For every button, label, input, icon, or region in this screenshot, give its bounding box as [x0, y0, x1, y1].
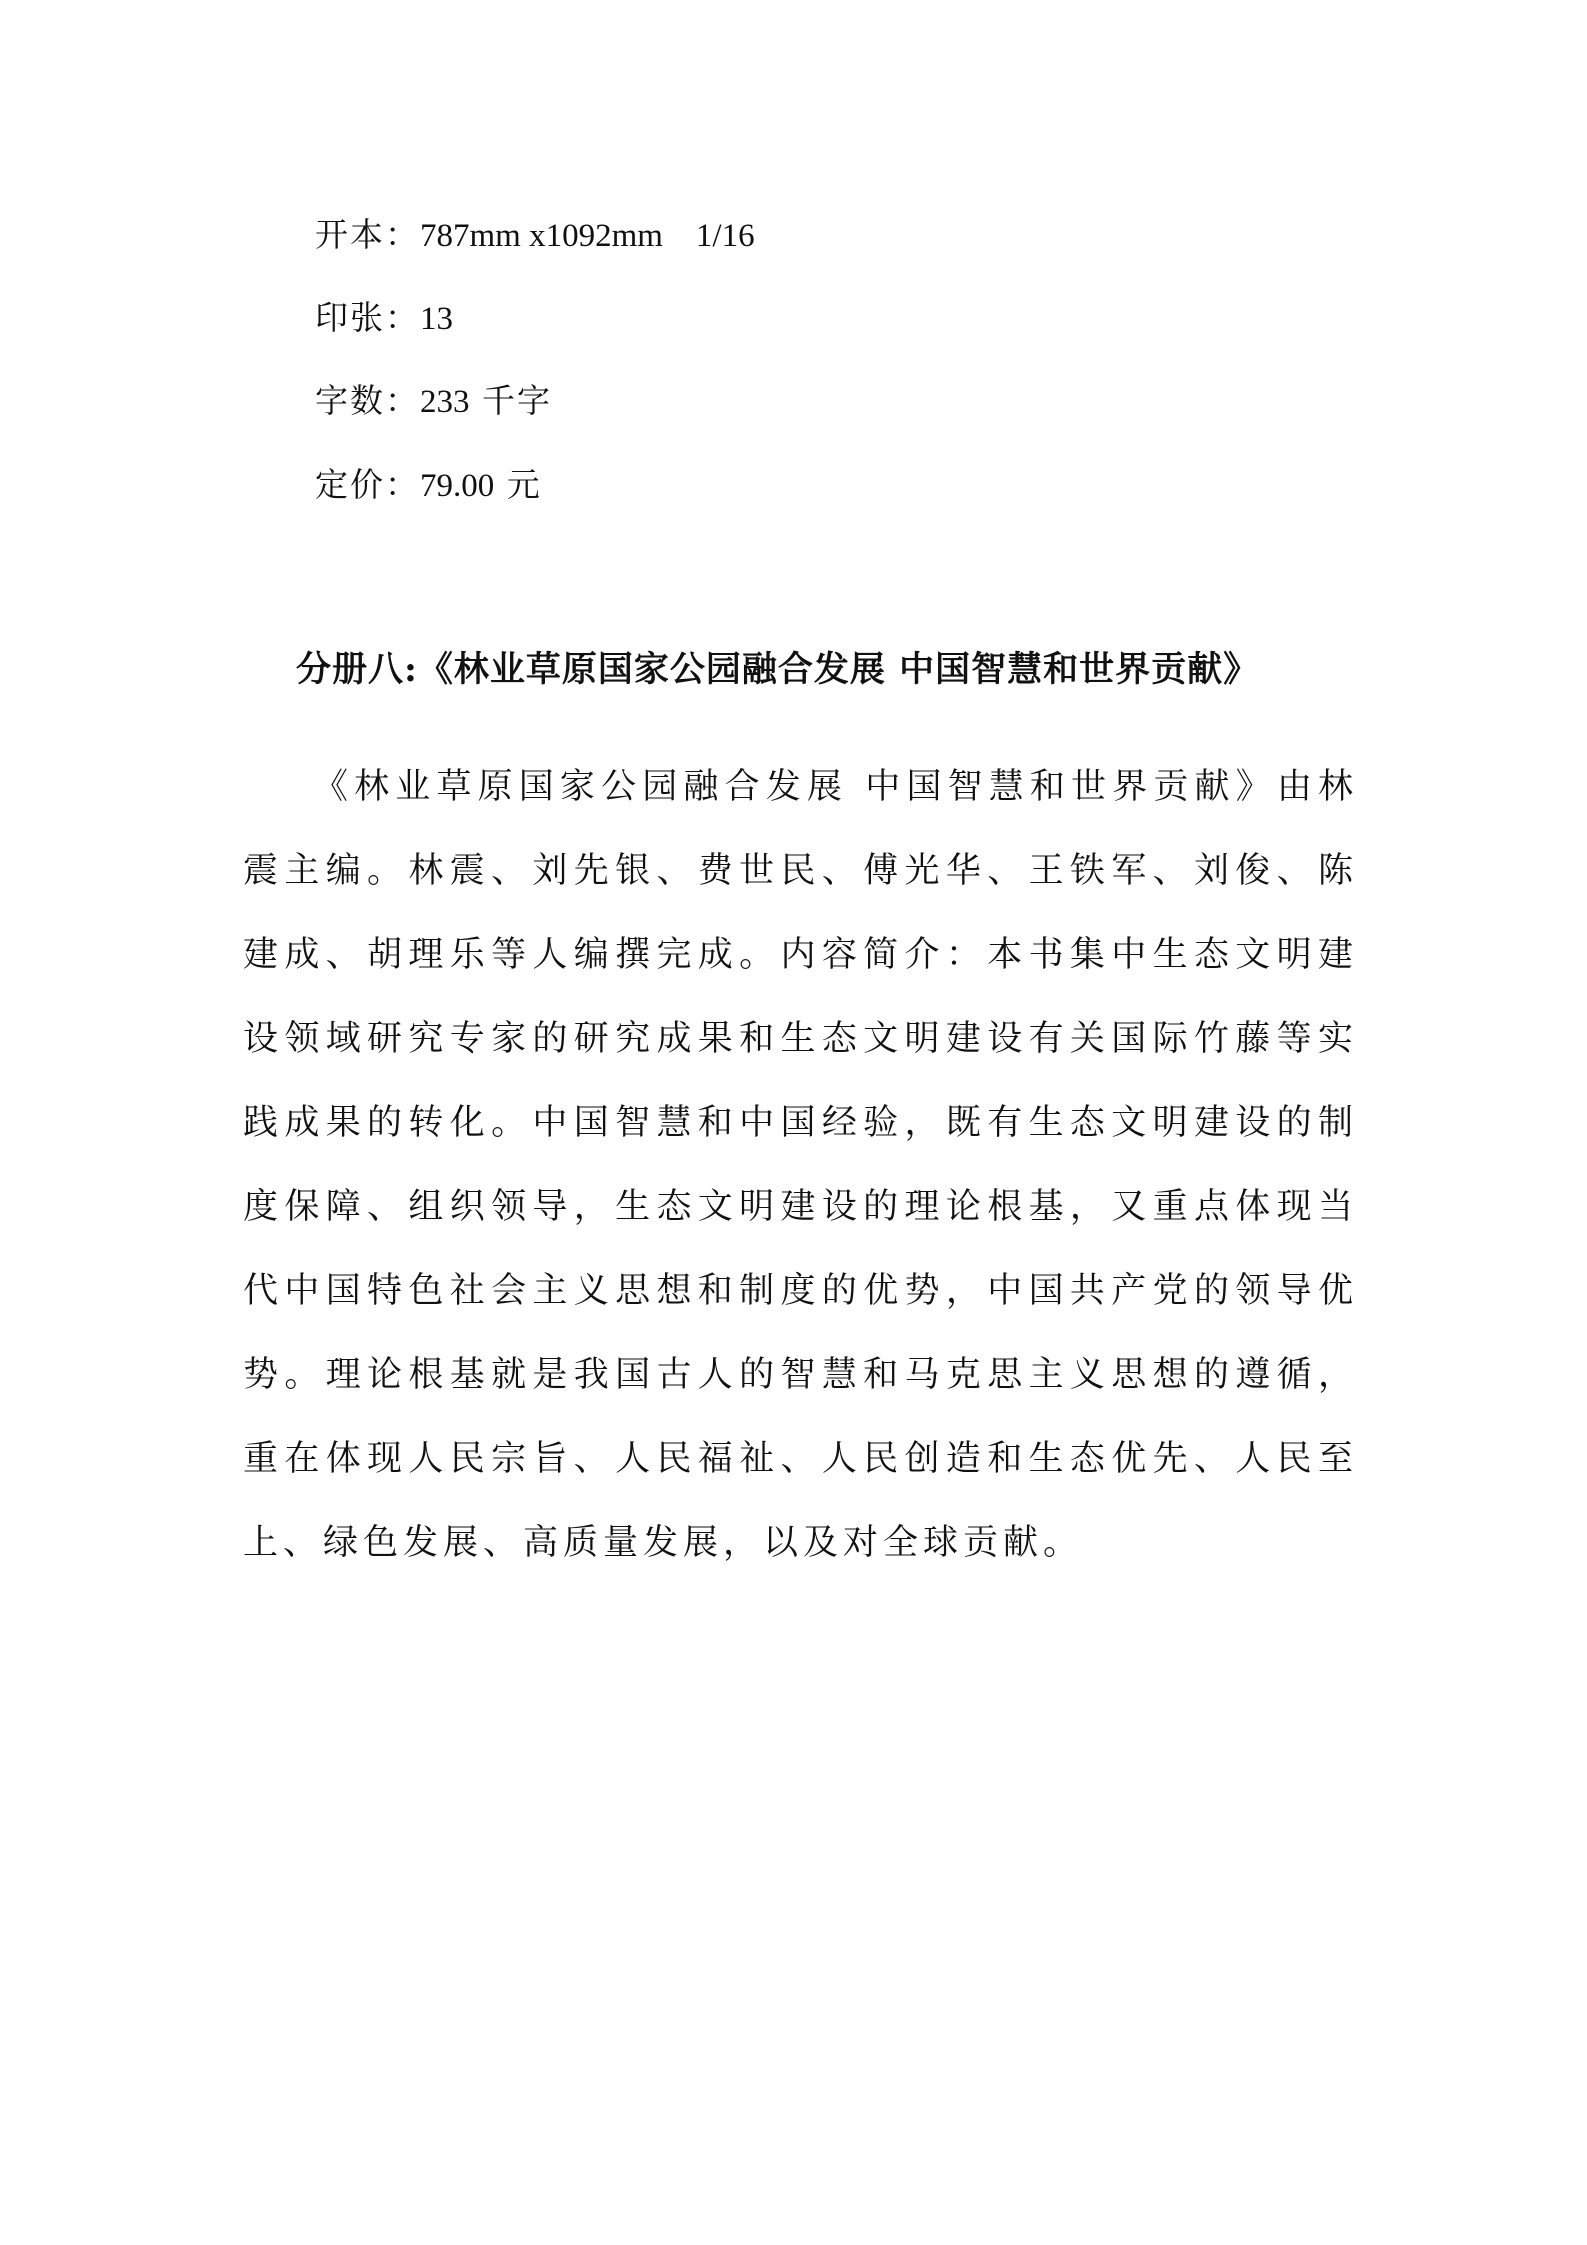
section-body-paragraph: 《林业草原国家公园融合发展 中国智慧和世界贡献》由林震主编。林震、刘先银、费世民、傅光华、王铁军、刘俊、陈建成、胡理乐等人编撰完成。内容简介：本书集中生态文明建设领域研究专家的研究成果和生态文明建设有关国际竹藤等实践成果的转化。中国智慧和中国经验，既有生态文明建设的制度保障、组织领导，生态文明建设的理论根基，又重点体现当代中国特色社会主义思想和制度的优势，中国共产党的领导优势。理论根基就是我国古人的智慧和马克思主义思想的遵循，重在体现人民宗旨、人民福祉、人民创造和生态优先、人民至上、绿色发展、高质量发展，以及对全球贡献。 [243, 767, 1358, 1563]
section-title: 分册八:《林业草原国家公园融合发展 中国智慧和世界贡献》 [296, 649, 1260, 690]
spec-sheets-label: 印张： [315, 298, 420, 337]
spec-price-value: 79.00 [420, 468, 495, 504]
spec-word-count-unit: 千字 [469, 381, 552, 420]
spec-sheets [315, 296, 453, 341]
spec-word-count-label: 字数： [315, 381, 420, 420]
spec-word-count-value: 233 [420, 384, 470, 420]
spec-price-label: 定价： [315, 465, 420, 504]
spec-price-unit: 元 [494, 465, 542, 504]
spec-price [315, 463, 542, 508]
spec-sheets-value: 13 [420, 301, 453, 337]
spec-format-label: 开本： [315, 215, 420, 254]
spec-format [315, 213, 755, 258]
spec-word-count [315, 379, 552, 424]
spec-format-value: 787mm x1092mm 1/16 [420, 218, 755, 254]
